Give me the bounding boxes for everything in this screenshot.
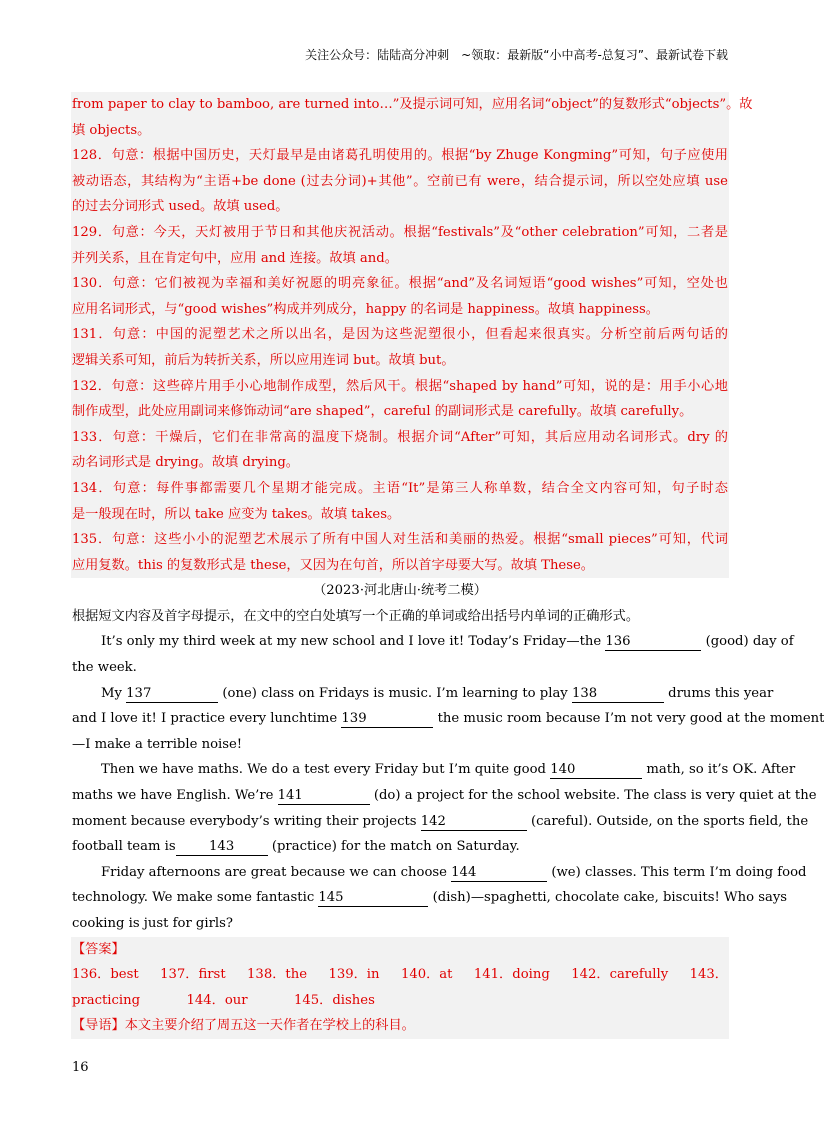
explanation-line: 填 objects。	[72, 122, 151, 138]
answer-item: 143．	[689, 967, 728, 983]
passage-line: the week.	[72, 660, 137, 676]
explanation-line: 的过去分词形式 used。故填 used。	[72, 199, 289, 215]
blank-144[interactable]: 144	[451, 865, 547, 882]
blank-138[interactable]: 138	[572, 686, 664, 703]
explanation-line: 制作成型，此处应用副词来修饰动词“are shaped”，careful 的副词形式是 carefully。故填 carefully。	[72, 404, 693, 420]
explanation-line: 应用复数。this 的复数形式是 these，又因为在句首，所以首字母要大写。故填 These。	[72, 557, 594, 573]
question-instruction: 根据短文内容及首字母提示，在文中的空白处填写一个正确的单词或给出括号内单词的正确形式。	[72, 608, 640, 624]
guide-text: 【导语】本文主要介绍了周五这一天作者在学校上的科目。	[72, 1018, 415, 1034]
answer-item: 141．doing	[473, 967, 550, 983]
blank-136[interactable]: 136	[605, 634, 701, 651]
explanation-line: 逻辑关系可知，前后为转折关系，所以应用连词 but。故填 but。	[72, 352, 455, 368]
explanation-line: 130．句意：它们被视为幸福和美好祝愿的明亮象征。根据“and”及名词短语“good wishes”可知，空处也	[72, 276, 728, 292]
passage	[72, 629, 824, 936]
explanation-line: from paper to clay to bamboo, are turned into…”及提示词可知，应用名词“object”的复数形式“objects”。故	[72, 97, 753, 112]
explanation-line: 并列关系，且在肯定句中，应用 and 连接。故填 and。	[72, 250, 398, 266]
passage-line: cooking is just for girls?	[72, 916, 233, 931]
blank-139[interactable]: 139	[341, 711, 433, 728]
explanation-line: 135．句意：这些小小的泥塑艺术展示了所有中国人对生活和美丽的热爱。根据“small pieces”可知，代词	[72, 532, 728, 548]
page-content	[72, 92, 824, 1039]
explanation-line: 128．句意：根据中国历史，天灯最早是由诸葛孔明使用的。根据“by Zhuge Kongming”可知，句子应使用	[72, 148, 728, 164]
passage-line: It’s only my third week at my new school and I love it! Today’s Friday—the 136 (good) day of	[101, 634, 794, 650]
answer-item: 142．carefully	[571, 967, 669, 983]
blank-137[interactable]: 137	[126, 686, 218, 703]
answer-item: 145．dishes	[293, 992, 375, 1008]
passage-line: football team is 143 (practice) for the match on Saturday.	[72, 839, 520, 855]
answer-item: 137．first	[160, 967, 226, 983]
blank-145[interactable]: 145	[318, 890, 428, 907]
answer-item: 138．the	[247, 967, 308, 983]
explanation-line: 129．句意：今天，天灯被用于节日和其他庆祝活动。根据“festivals”及“other celebration”可知，二者是	[72, 224, 728, 240]
question-source: （2023·河北唐山·统考二模）	[313, 583, 487, 599]
explanation-line: 动名词形式是 drying。故填 drying。	[72, 455, 299, 471]
blank-141[interactable]: 141	[278, 788, 370, 805]
explanation-line: 应用名词形式，与“good wishes”构成并列成分，happy 的名词是 happiness。故填 happiness。	[72, 301, 659, 317]
blank-142[interactable]: 142	[421, 814, 527, 831]
explanation-line: 132．句意：这些碎片用手小心地制作成型，然后风干。根据“shaped by hand”可知，说的是：用手小心地	[72, 378, 728, 394]
passage-line: Friday afternoons are great because we can choose 144 (we) classes. This term I’m doing food	[101, 864, 807, 880]
page-header: 关注公众号：陆陆高分冲刺 ~领取：最新版“小中高考-总复习”、最新试卷下载	[305, 48, 728, 62]
answer-item: 140．at	[400, 967, 453, 983]
passage-line: —I make a terrible noise!	[72, 736, 243, 752]
blank-140[interactable]: 140	[550, 762, 642, 779]
blank-143[interactable]: 143	[176, 839, 268, 856]
passage-line: maths we have English. We’re 141 (do) a project for the school website. The class is very quiet at the	[72, 788, 817, 804]
answer-row	[72, 962, 728, 988]
explanation-block	[71, 92, 753, 578]
answer-block	[71, 937, 729, 1039]
answer-item: 136．best	[72, 967, 139, 983]
explanation-line: 133．句意：干燥后，它们在非常高的温度下烧制。根据介词“After”可知，其后应用动名词形式。dry 的	[72, 429, 728, 445]
page-number: 16	[72, 1060, 89, 1075]
answer-item: 139．in	[328, 967, 380, 983]
answer-item: practicing	[72, 992, 141, 1008]
passage-line: and I love it! I practice every lunchtime 139 the music room because I’m not very good at the moment	[72, 711, 824, 727]
explanation-line: 131．句意：中国的泥塑艺术之所以出名，是因为这些泥塑很小，但看起来很真实。分析空前后两句话的	[72, 327, 728, 343]
answer-label: 【答案】	[72, 941, 125, 957]
explanation-line: 是一般现在时，所以 take 应变为 takes。故填 takes。	[72, 506, 401, 522]
passage-line: Then we have maths. We do a test every Friday but I’m quite good 140 math, so it’s OK. After	[101, 762, 796, 778]
explanation-line: 被动语态，其结构为“主语+be done (过去分词)+其他”。空前已有 were，结合提示词，所以空处应填 use	[72, 173, 728, 189]
explanation-line: 134．句意：每件事都需要几个星期才能完成。主语“It”是第三人称单数，结合全文内容可知，句子时态	[72, 480, 728, 496]
answer-item: 144．our	[186, 992, 248, 1008]
passage-line: My 137 (one) class on Fridays is music. I’m learning to play 138 drums this year	[101, 685, 774, 701]
answer-row	[72, 988, 728, 1014]
passage-line: technology. We make some fantastic 145 (dish)—spaghetti, chocolate cake, biscuits! Who says	[72, 890, 788, 906]
passage-line: moment because everybody’s writing their projects 142 (careful). Outside, on the sports field, the	[72, 813, 809, 829]
